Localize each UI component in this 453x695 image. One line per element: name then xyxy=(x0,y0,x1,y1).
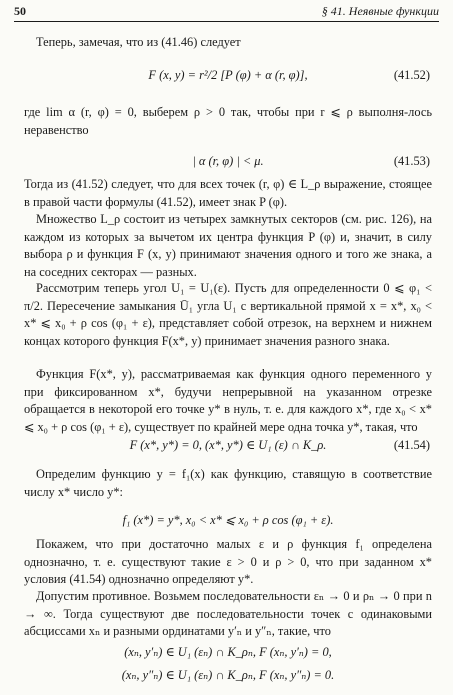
paragraph: Рассмотрим теперь угол U₁ = U₁(ε). Пусть для определенности 0 ⩽ φ₁ < π/2. Пересечение замыкания Ū₁ угла U₁ с вертикальной прямой x = x*, x₀ < x* ⩽ x₀ + ρ cos (φ₁ + ε), представляет собой отрезок, на верхнем и нижнем концах которого функция F(x*, y) принимает значения разного знака. xyxy=(24,281,432,348)
equation xyxy=(24,667,432,687)
paragraph: где lim α (r, φ) = 0, выберем ρ > 0 так, чтобы при r ⩽ ρ выполня-лось неравенство xyxy=(24,105,432,137)
equation xyxy=(24,512,432,532)
page-number: 50 xyxy=(14,4,26,18)
equation-body: (xₙ, y″ₙ) ∈ U₁ (εₙ) ∩ K_ρₙ, F (xₙ, y″ₙ) = 0. xyxy=(121,668,335,682)
paragraph: Функция F(x*, y), рассматриваемая как функция одного переменного y при фиксированном x*, будучи непрерывной на указанном отрезке обращается в некоторой его точке y* в нуль, т. е. для каждого x*, где x₀ < x* ⩽ x₀ + ρ cos (φ₁ + ε), существует по крайней мере одна точка y*, такая, что xyxy=(24,367,432,434)
equation-body: | α (r, φ) | < μ. xyxy=(192,154,264,168)
equation-number: (41.54) xyxy=(393,438,430,452)
equation-body: F (x, y) = r²/2 [P (φ) + α (r, φ)], xyxy=(148,68,308,82)
equation xyxy=(24,153,432,173)
equation xyxy=(24,437,432,457)
equation xyxy=(24,644,432,664)
paragraph: Допустим противное. Возьмем последовательности εₙ → 0 и ρₙ → 0 при n → ∞. Тогда существуют две последовательности точек с одинаковыми абсциссами xₙ и разными ординатами y′ₙ и y″ₙ, такие, что xyxy=(24,589,432,638)
equation-body: (xₙ, y′ₙ) ∈ U₁ (εₙ) ∩ K_ρₙ, F (xₙ, y′ₙ) = 0, xyxy=(124,645,332,659)
running-title: § 41. Неявные функции xyxy=(321,4,439,18)
equation xyxy=(24,67,432,87)
paragraph: Тогда из (41.52) следует, что для всех точек (r, φ) ∈ L_ρ выражение, стоящее в правой части формулы (41.52), имеет знак P (φ). xyxy=(24,177,432,209)
paragraph: Множество L_ρ состоит из четырех замкнутых секторов (см. рис. 126), на каждом из которых за вычетом их центра функция P (φ) и, значит, в силу выбора ρ и функция F (x, y) принимают значения одного и того же знака, а на соседних секторах — разных. xyxy=(24,212,432,279)
equation-body: F (x*, y*) = 0, (x*, y*) ∈ U₁ (ε) ∩ K_ρ. xyxy=(129,438,327,452)
equation-number: (41.53) xyxy=(393,154,430,168)
page-header xyxy=(14,3,439,22)
paragraph: Теперь, замечая, что из (41.46) следует xyxy=(36,35,241,49)
equation-number: (41.52) xyxy=(393,68,430,82)
paragraph: Покажем, что при достаточно малых ε и ρ функция f₁ определена однозначно, т. е. существуют такие ε > 0 и ρ > 0, что при заданном x* условия (41.54) однозначно определяют y*. xyxy=(24,537,432,586)
equation-body: f₁ (x*) = y*, x₀ < x* ⩽ x₀ + ρ cos (φ₁ + ε). xyxy=(122,513,334,527)
paragraph: Определим функцию y = f₁(x) как функцию, ставящую в соответствие числу x* число y*: xyxy=(24,467,432,499)
